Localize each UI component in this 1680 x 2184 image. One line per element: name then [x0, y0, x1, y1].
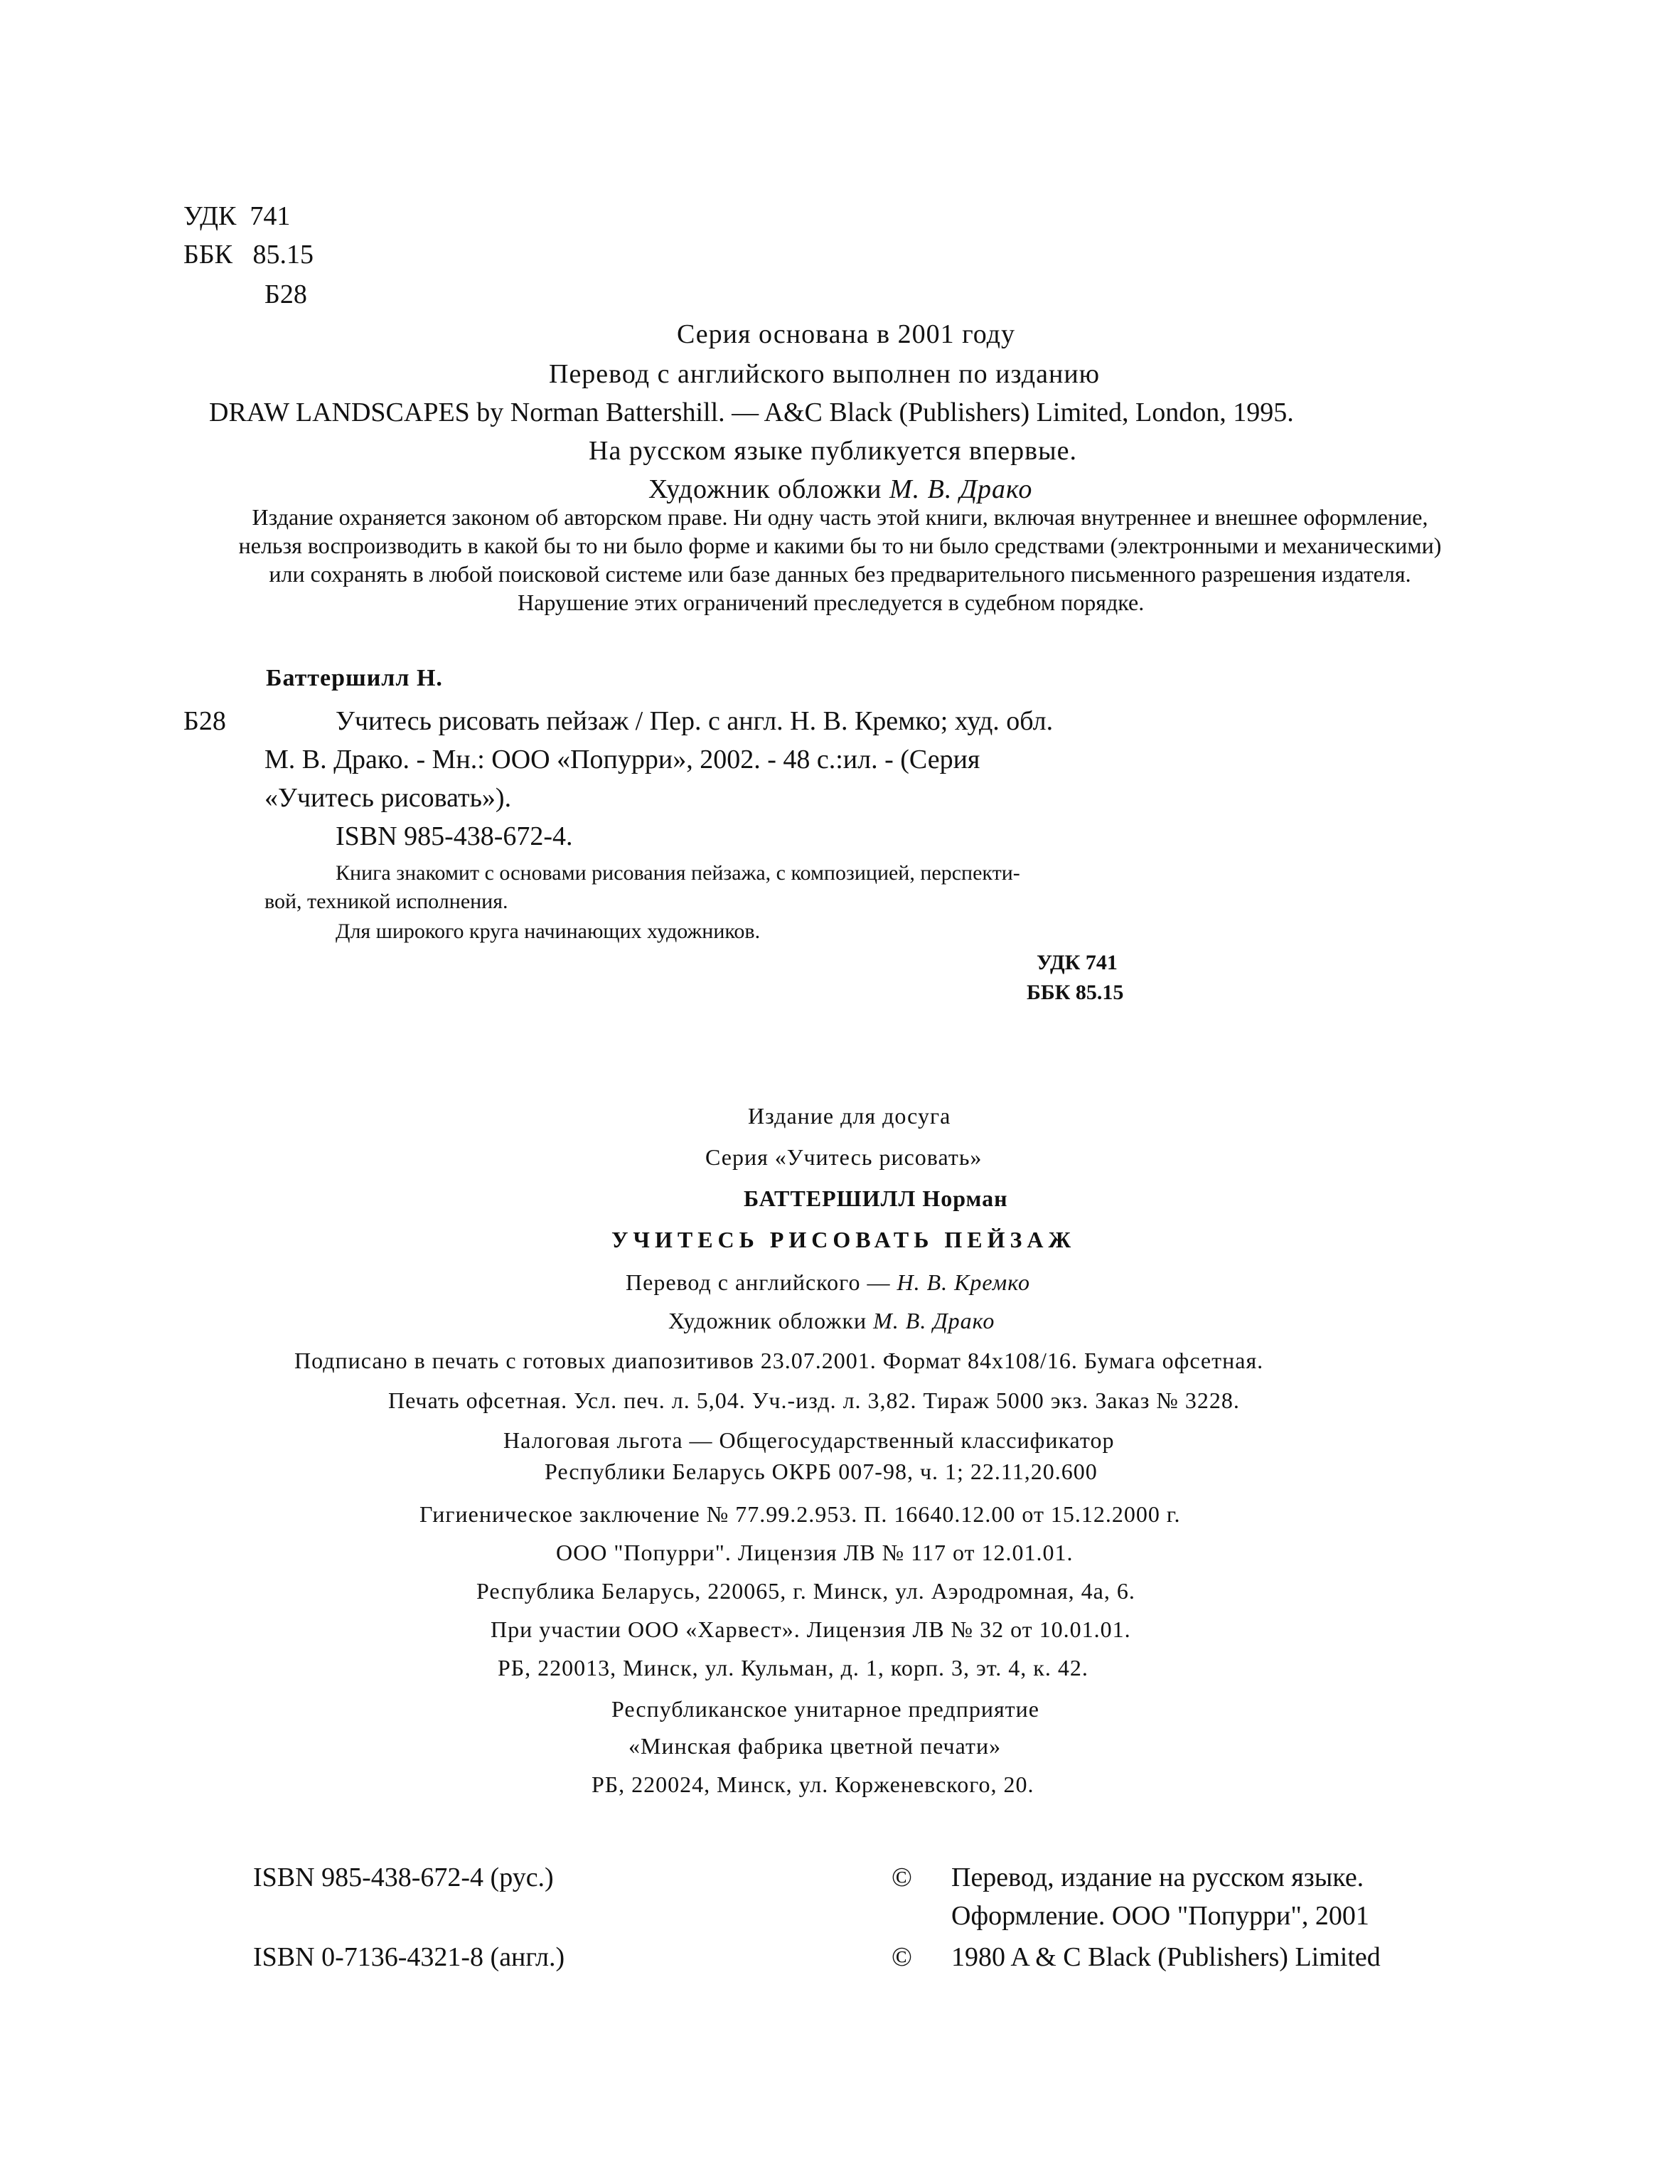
- printer-line-1: Республиканское унитарное предприятие: [611, 1696, 1039, 1722]
- catalog-line-3: «Учитесь рисовать»).: [264, 783, 512, 813]
- catalog-udk: УДК 741: [1037, 951, 1118, 974]
- translation-source: Перевод с английского выполнен по изданию: [549, 359, 1101, 389]
- imprint-author: [744, 1185, 1008, 1212]
- cover-artist-line: [648, 474, 1032, 505]
- hygiene-certificate: Гигиеническое заключение № 77.99.2.953. П. 16640.12.00 от 15.12.2000 г.: [419, 1501, 1181, 1527]
- catalog-annotation-2: вой, техникой исполнения.: [264, 890, 508, 913]
- imprint-translator-line: [626, 1269, 1030, 1296]
- imprint-author-first: Норман: [922, 1186, 1008, 1211]
- catalog-line-1: Учитесь рисовать пейзаж / Пер. с англ. Н. В. Кремко; худ. обл.: [336, 706, 1054, 736]
- imprint-translator: Н. В. Кремко: [897, 1269, 1030, 1295]
- catalog-author: Баттершилл Н.: [266, 665, 443, 691]
- catalog-annotation-1: Книга знакомит с основами рисования пейзажа, с композицией, перспекти-: [336, 861, 1020, 885]
- catalog-code: Б28: [183, 706, 226, 736]
- copyright-2: 1980 A & C Black (Publishers) Limited: [951, 1942, 1381, 1972]
- copyright-notice-line-1: Издание охраняется законом об авторском праве. Ни одну часть этой книги, включая внутреннее и внешнее оформление,: [252, 504, 1428, 530]
- catalog-bbk: ББК 85.15: [1027, 981, 1124, 1004]
- imprint-artist-prefix: Художник обложки: [668, 1308, 867, 1333]
- copyright-notice-line-3: или сохранять в любой поисковой системе или базе данных без предварительного письменного разрешения издателя.: [269, 561, 1411, 587]
- udk-label: УДК: [183, 201, 237, 231]
- imprint-author-last: БАТТЕРШИЛЛ: [744, 1186, 916, 1211]
- partner-address: РБ, 220013, Минск, ул. Кульман, д. 1, корп. 3, эт. 4, к. 42.: [498, 1655, 1088, 1680]
- copyright-notice-line-4: Нарушение этих ограничений преследуется в судебном порядке.: [518, 590, 1145, 615]
- udk-value: 741: [250, 201, 291, 231]
- isbn-english: ISBN 0-7136-4321-8 (англ.): [253, 1942, 565, 1972]
- series-founded: Серия основана в 2001 году: [677, 319, 1015, 349]
- bbk-value: 85.15: [252, 240, 314, 270]
- original-edition: DRAW LANDSCAPES by Norman Battershill. — A&C Black (Publishers) Limited, London, 1995.: [209, 398, 1294, 427]
- copyright-1-line-1: Перевод, издание на русском языке.: [951, 1863, 1364, 1892]
- imprint-artist-line: [668, 1307, 995, 1334]
- tax-line-2: Республики Беларусь ОКРБ 007-98, ч. 1; 22.11,20.600: [545, 1459, 1098, 1484]
- isbn-russian: ISBN 985-438-672-4 (рус.): [253, 1863, 554, 1892]
- print-details-1: Подписано в печать с готовых диапозитивов 23.07.2001. Формат 84x108/16. Бумага офсетная.: [294, 1348, 1264, 1373]
- imprint-series: Серия «Учитесь рисовать»: [705, 1144, 983, 1170]
- cover-artist-prefix: Художник обложки: [648, 474, 882, 504]
- first-publication: На русском языке публикуется впервые.: [589, 436, 1078, 466]
- catalog-line-2: М. В. Драко. - Мн.: ООО «Попурри», 2002. - 48 с.:ил. - (Серия: [264, 745, 980, 774]
- edition-type: Издание для досуга: [748, 1103, 951, 1129]
- cover-artist-name: М. В. Драко: [889, 474, 1033, 504]
- partner-license: При участии ООО «Харвест». Лицензия ЛВ № 32 от 10.01.01.: [491, 1616, 1131, 1642]
- header-code: Б28: [264, 279, 307, 309]
- copyright-symbol-2: ©: [892, 1942, 912, 1972]
- publisher-license: ООО "Попурри". Лицензия ЛВ № 117 от 12.01.01.: [556, 1540, 1074, 1565]
- publisher-address: Республика Беларусь, 220065, г. Минск, ул. Аэродромная, 4а, 6.: [476, 1578, 1135, 1604]
- tax-line-1: Налоговая льгота — Общегосударственный классификатор: [503, 1427, 1115, 1453]
- udk-line: [183, 201, 290, 232]
- catalog-isbn: ISBN 985-438-672-4.: [336, 821, 573, 851]
- bbk-line: [183, 239, 314, 270]
- printer-line-2: «Минская фабрика цветной печати»: [628, 1733, 1002, 1759]
- copyright-1-line-2: Оформление. ООО "Попурри", 2001: [951, 1901, 1369, 1931]
- imprint-artist: М. В. Драко: [873, 1308, 995, 1333]
- catalog-annotation-3: Для широкого круга начинающих художников.: [336, 920, 761, 943]
- copyright-symbol-1: ©: [892, 1863, 912, 1892]
- imprint-translation-prefix: Перевод с английского —: [626, 1269, 891, 1295]
- copyright-notice-line-2: нельзя воспроизводить в какой бы то ни было форме и какими бы то ни было средствами (электронными и механическими): [238, 533, 1442, 558]
- bbk-label: ББК: [183, 240, 232, 270]
- book-title: УЧИТЕСЬ РИСОВАТЬ ПЕЙЗАЖ: [611, 1227, 1076, 1252]
- print-details-2: Печать офсетная. Усл. печ. л. 5,04. Уч.-изд. л. 3,82. Тираж 5000 экз. Заказ № 3228.: [388, 1387, 1240, 1413]
- printer-address: РБ, 220024, Минск, ул. Корженевского, 20.: [592, 1772, 1034, 1797]
